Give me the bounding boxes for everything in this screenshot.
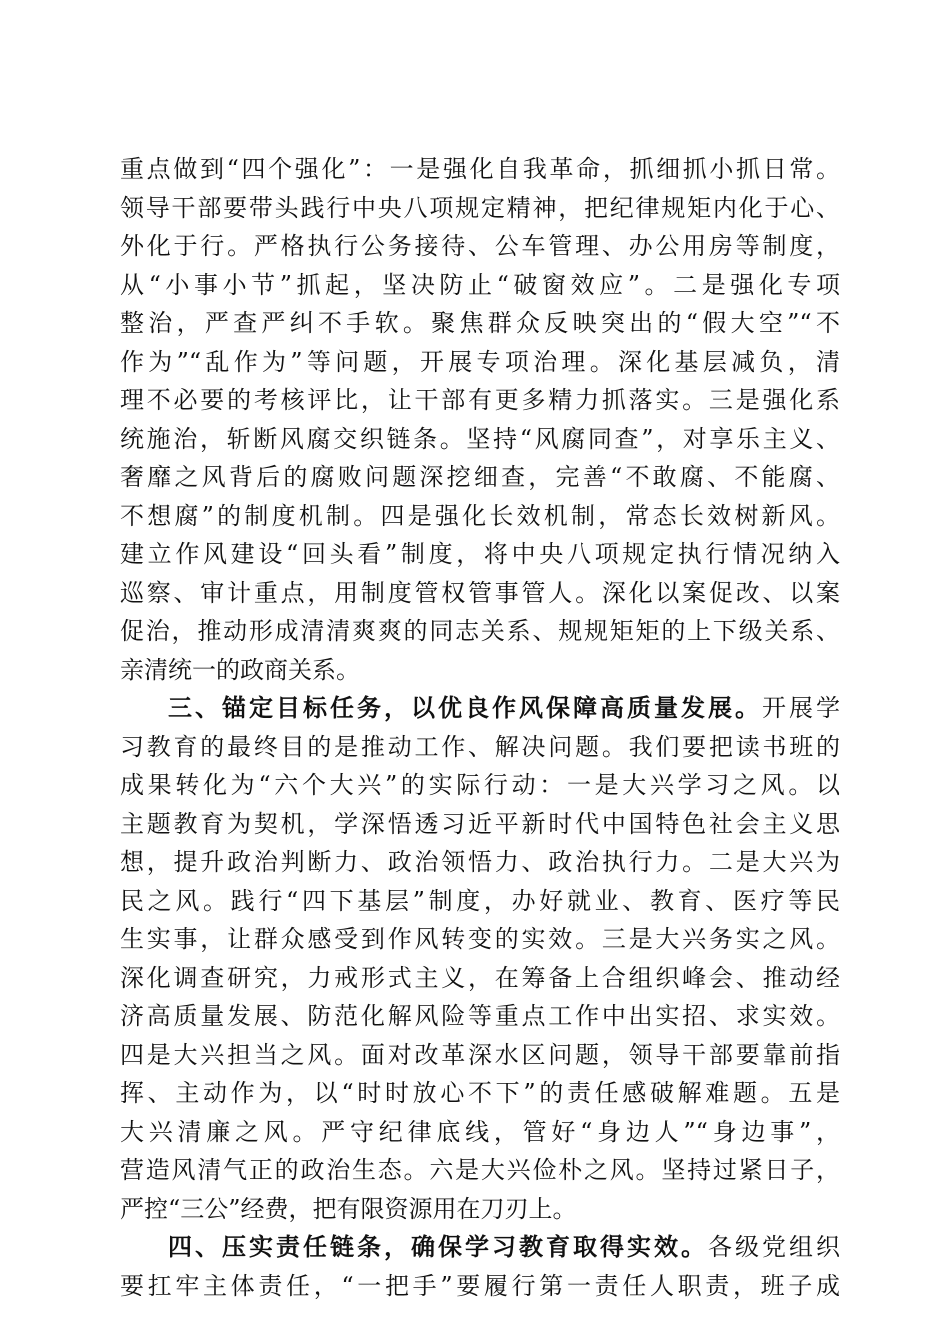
document-page <box>120 150 840 1305</box>
text-line: 促治，推动形成清清爽爽的同志关系、规规矩矩的上下级关系、 <box>120 617 840 645</box>
text-line: 从“小事小节”抓起，坚决防止“破窗效应”。二是强化专项 <box>120 270 840 299</box>
text-line: 大兴清廉之风。严守纪律底线，管好“身边人”“身边事”， <box>120 1117 840 1146</box>
text-line: 习教育的最终目的是推动工作、解决问题。我们要把读书班的 <box>120 732 840 761</box>
text-line: 要扛牢主体责任，“一把手”要履行第一责任人职责，班子成 <box>120 1271 840 1300</box>
text-line: 深化调查研究，力戒形式主义，在筹备上合组织峰会、推动经 <box>120 963 840 992</box>
text-line: 重点做到“四个强化”：一是强化自我革命，抓细抓小抓日常。 <box>120 155 840 183</box>
text-line: 作为”“乱作为”等问题，开展专项治理。深化基层减负，清 <box>120 347 840 376</box>
section-four <box>120 1228 840 1305</box>
text-line: 想，提升政治判断力、政治领悟力、政治执行力。二是大兴为 <box>120 848 840 876</box>
text-line: 不想腐”的制度机制。四是强化长效机制，常态长效树新风。 <box>120 501 840 530</box>
text-line: 理不必要的考核评比，让干部有更多精力抓落实。三是强化系 <box>120 386 840 414</box>
text-line: 生实事，让群众感受到作风转变的实效。三是大兴务实之风。 <box>120 925 840 953</box>
section-four-first-line <box>120 1228 840 1267</box>
section-four-heading: 四、压实责任链条，确保学习教育取得实效。 <box>168 1232 708 1261</box>
section-four-lead-text: 各级党组织 <box>708 1233 840 1261</box>
text-line: 四是大兴担当之风。面对改革深水区问题，领导干部要靠前指 <box>120 1040 840 1069</box>
paragraph-four-strengthenings <box>120 150 840 689</box>
text-line: 严控“三公”经费，把有限资源用在刀刃上。 <box>120 1194 577 1223</box>
text-line: 民之风。践行“四下基层”制度，办好就业、教育、医疗等民 <box>120 886 840 915</box>
text-line: 巡察、审计重点，用制度管权管事管人。深化以案促改、以案 <box>120 578 840 607</box>
section-three-lead-text: 开展学 <box>762 694 840 722</box>
text-line: 营造风清气正的政治生态。六是大兴俭朴之风。坚持过紧日子， <box>120 1156 840 1184</box>
text-line: 挥、主动作为，以“时时放心不下”的责任感破解难题。五是 <box>120 1079 840 1107</box>
section-three-first-line <box>120 689 840 728</box>
section-three-heading: 三、锚定目标任务，以优良作风保障高质量发展。 <box>168 693 762 722</box>
text-line: 建立作风建设“回头看”制度，将中央八项规定执行情况纳入 <box>120 540 840 568</box>
text-line: 整治，严查严纠不手软。聚焦群众反映突出的“假大空”“不 <box>120 309 840 337</box>
text-line: 成果转化为“六个大兴”的实际行动：一是大兴学习之风。以 <box>120 771 840 799</box>
text-line: 主题教育为契机，学深悟透习近平新时代中国特色社会主义思 <box>120 809 840 838</box>
text-line: 济高质量发展、防范化解风险等重点工作中出实招、求实效。 <box>120 1002 840 1030</box>
section-three <box>120 689 840 1228</box>
text-line: 领导干部要带头践行中央八项规定精神，把纪律规矩内化于心、 <box>120 193 840 222</box>
text-line: 亲清统一的政商关系。 <box>120 655 360 684</box>
text-line: 奢靡之风背后的腐败问题深挖细查，完善“不敢腐、不能腐、 <box>120 463 840 491</box>
text-line: 统施治，斩断风腐交织链条。坚持“风腐同查”，对享乐主义、 <box>120 424 840 453</box>
text-line: 外化于行。严格执行公务接待、公车管理、办公用房等制度， <box>120 232 840 260</box>
